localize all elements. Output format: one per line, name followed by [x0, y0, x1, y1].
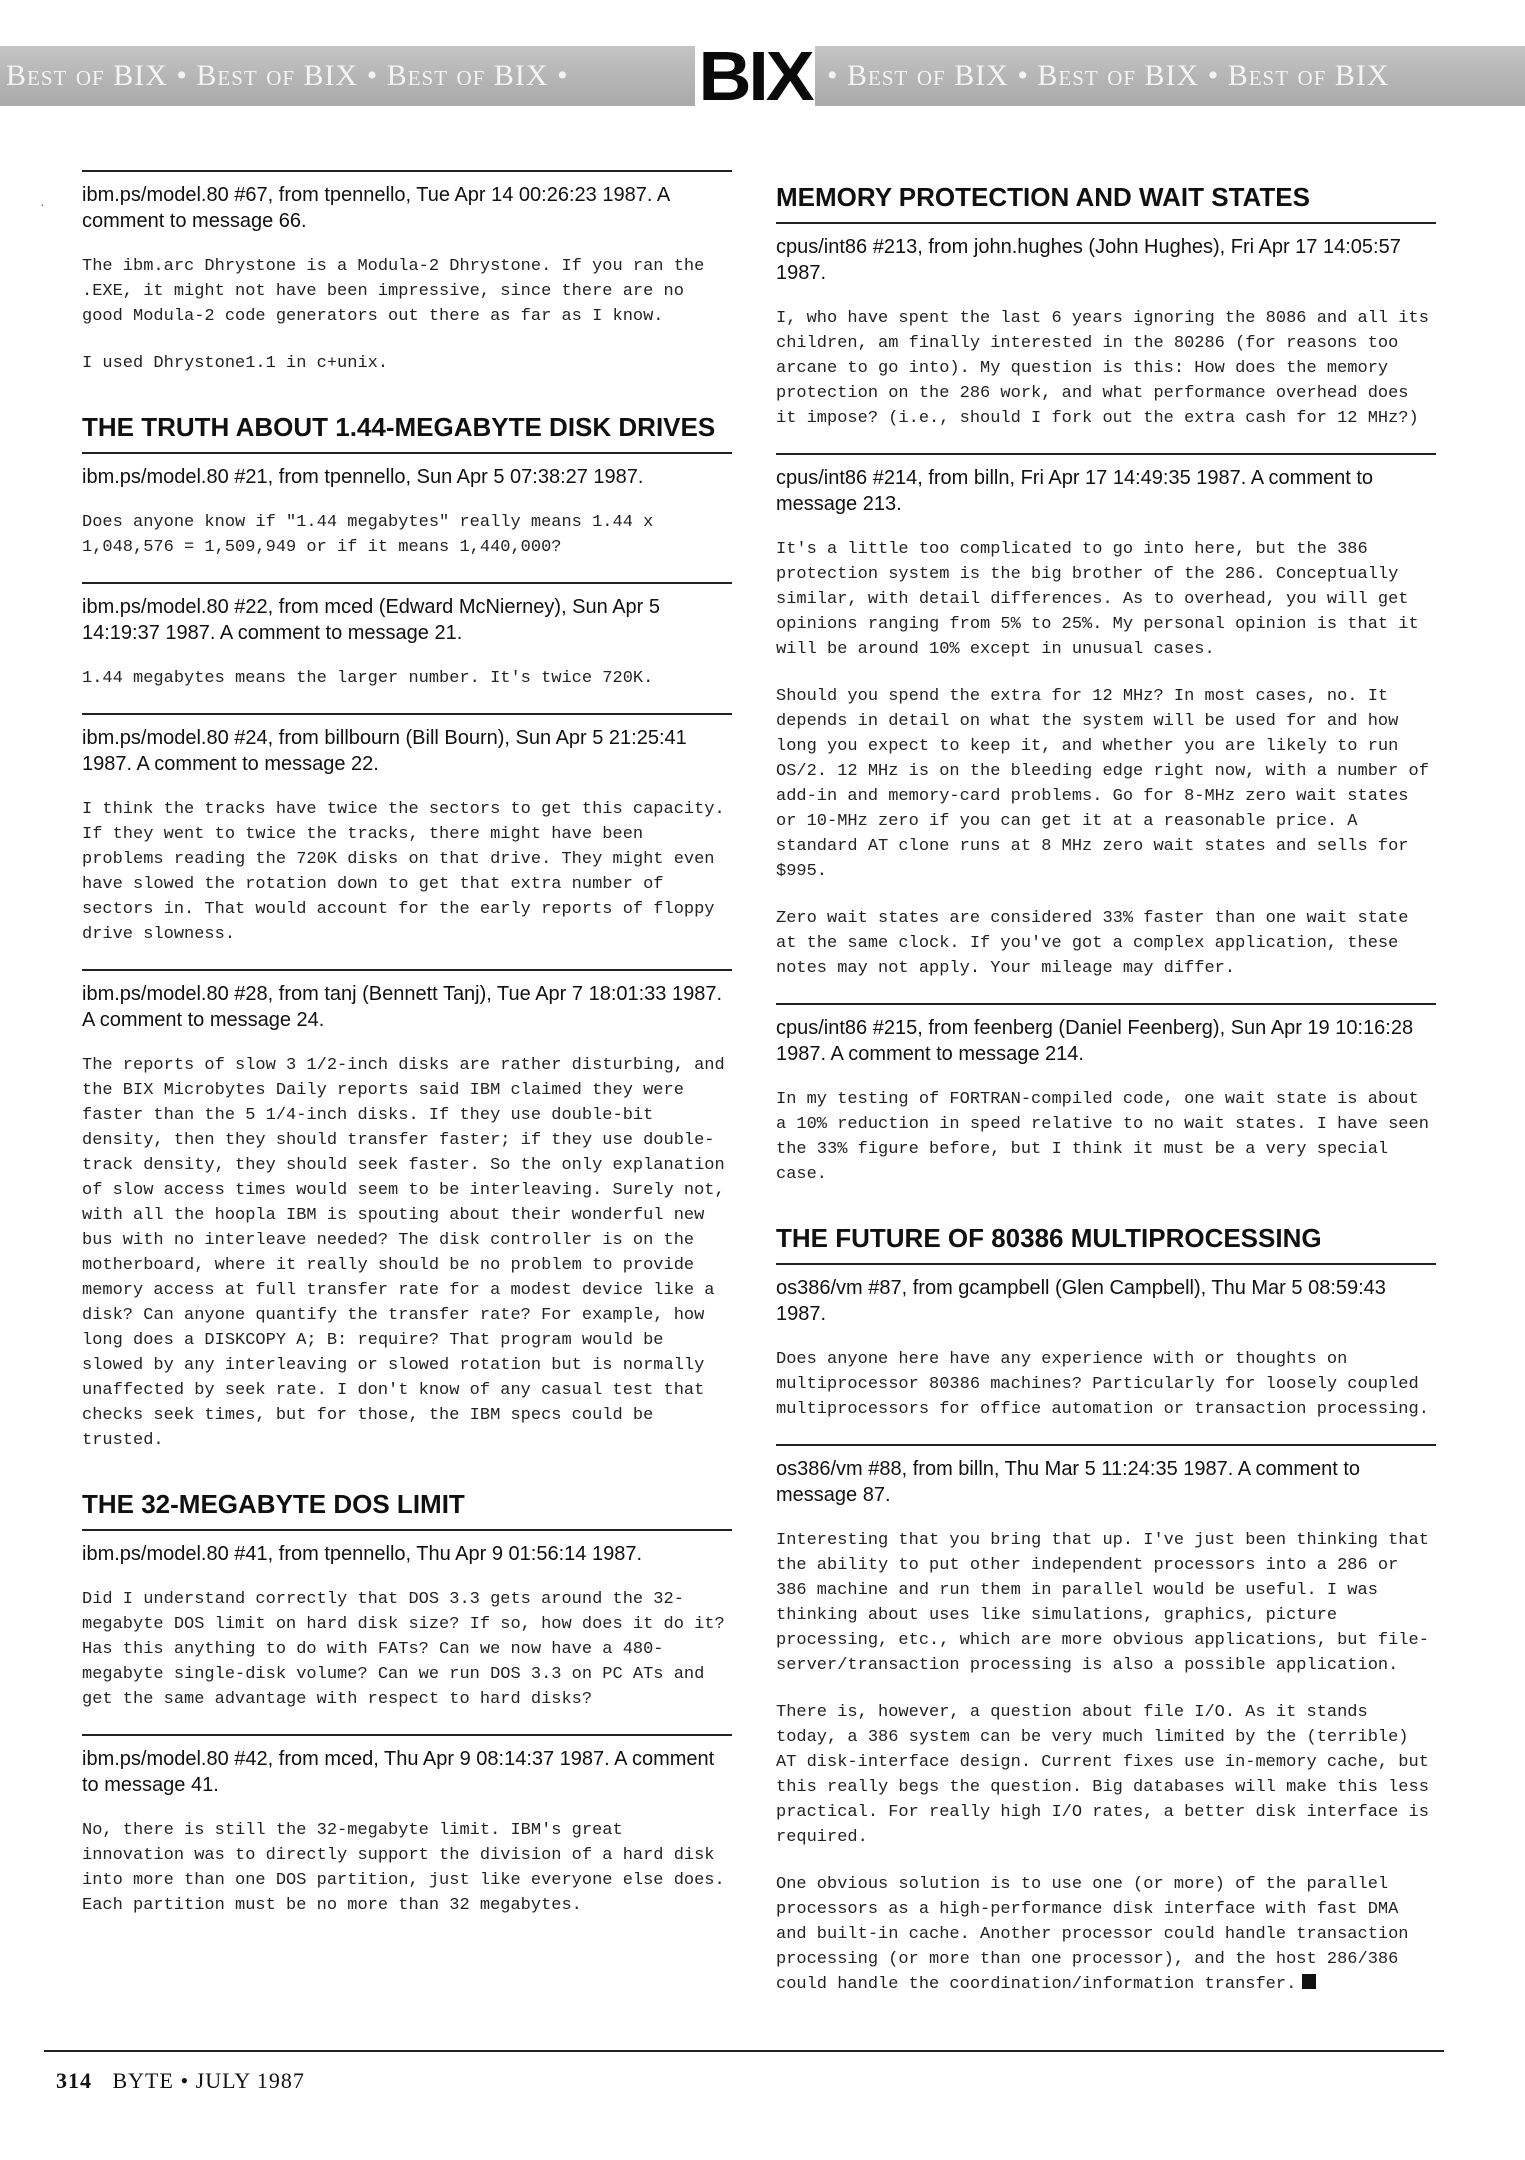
message-entry [82, 170, 732, 376]
message-header: cpus/int86 #213, from john.hughes (John Hughes), Fri Apr 17 14:05:57 1987. [776, 236, 1401, 284]
message-paragraph: Did I understand correctly that DOS 3.3 gets around the 32-megabyte DOS limit on hard disk size? If so, how does it do it? Has this anything to do with FATs? Can we now have a 480-megabyte single-disk volume? Can we run DOS 3.3 on PC ATs and get the same advantage with respect to hard disks? [82, 1590, 725, 1709]
footer-separator: • [180, 2068, 190, 2093]
message-header: ibm.ps/model.80 #67, from tpennello, Tue Apr 14 00:26:23 1987. A comment to message 66. [82, 184, 670, 232]
message-header: ibm.ps/model.80 #24, from billbourn (Bill Bourn), Sun Apr 5 21:25:41 1987. A comment to message 22. [82, 727, 687, 775]
message-paragraph: Zero wait states are considered 33% faster than one wait state at the same clock. If you've got a complex application, these notes may not apply. Your mileage may differ. [776, 909, 1409, 978]
message-paragraph: It's a little too complicated to go into here, but the 386 protection system is the big brother of the 286. Conceptually similar, with detail differences. As to overhead, you will get opinions ranging from 5% to 25%. My personal opinion is that it will be around 10% except in unusual cases. [776, 540, 1419, 659]
message-entry [82, 452, 732, 560]
message-paragraph: No, there is still the 32-megabyte limit. IBM's great innovation was to directly support the division of a hard disk into more than one DOS partition, just like everyone else does. Each partition must be no more than 32 megabytes. [82, 1821, 725, 1915]
margin-dot: · [40, 196, 45, 212]
message-entry [82, 1529, 732, 1712]
message-header: ibm.ps/model.80 #41, from tpennello, Thu Apr 9 01:56:14 1987. [82, 1543, 642, 1565]
message-header: cpus/int86 #214, from billn, Fri Apr 17 14:49:35 1987. A comment to message 213. [776, 467, 1374, 515]
message-paragraph: Does anyone know if "1.44 megabytes" really means 1.44 x 1,048,576 = 1,509,949 or if it means 1,440,000? [82, 513, 654, 557]
message-header: ibm.ps/model.80 #28, from tanj (Bennett Tanj), Tue Apr 7 18:01:33 1987. A comment to message 24. [82, 983, 723, 1031]
message-paragraph: The reports of slow 3 1/2-inch disks are rather disturbing, and the BIX Microbytes Daily reports said IBM claimed they were faster than the 5 1/4-inch disks. If they use double-bit density, then they should transfer faster; if they use double-track density, they should seek faster. So the only explanation of slow access times would seem to be interleaving. Surely not, with all the hoopla IBM is spouting about their wonderful new bus with no interleave needed? The disk controller is on the motherboard, where it really should be no problem to provide memory access at full transfer rate for a modest device like a disk? Can anyone quantify the transfer rate? For example, how long does a DISKCOPY A; B: require? That program would be slowed by any interleaving or slowed rotation but is normally unaffected by seek rate. I don't know of any casual test that checks seek times, but for those, the IBM specs could be trusted. [82, 1056, 725, 1450]
message-paragraph: The ibm.arc Dhrystone is a Modula-2 Dhrystone. If you ran the .EXE, it might not have been impressive, since there are no good Modula-2 code generators out there as far as I know. [82, 257, 705, 326]
message-paragraph: I used Dhrystone1.1 in c+unix. [82, 354, 389, 373]
page-footer [56, 2068, 305, 2094]
magazine-name: BYTE [112, 2068, 174, 2093]
message-entry [82, 582, 732, 691]
message-paragraph: 1.44 megabytes means the larger number. It's twice 720K. [82, 669, 654, 688]
bix-logo: BIX [698, 37, 812, 115]
message-entry [776, 453, 1436, 981]
banner-right-strip: • Best of BIX • Best of BIX • Best of BIX [815, 46, 1525, 106]
message-paragraph: Interesting that you bring that up. I've just been thinking that the ability to put other independent processors into a 286 or 386 machine and run them in parallel would be useful. I was thinking about uses like simulations, graphics, picture processing, etc., which are more obvious applications, but file-server/transaction processing is also a possible application. [776, 1531, 1429, 1675]
article-section [776, 1209, 1436, 1997]
article-section [776, 168, 1436, 1187]
section-heading: THE 32-MEGABYTE DOS LIMIT [82, 1489, 465, 1519]
message-header: os386/vm #87, from gcampbell (Glen Campbell), Thu Mar 5 08:59:43 1987. [776, 1277, 1386, 1325]
best-of-bix-banner [0, 37, 1525, 115]
article-section [82, 1475, 732, 1918]
message-entry [82, 1734, 732, 1918]
issue-date: JULY 1987 [195, 2068, 305, 2093]
message-paragraph: Should you spend the extra for 12 MHz? In most cases, no. It depends in detail on what the system will be used for and how long you expect to keep it, and whether you are likely to run OS/2. 12 MHz is on the bleeding edge right now, with a number of add-in and memory-card problems. Go for 8-MHz zero wait states or 10-MHz zero if you can get it at a reasonable price. A standard AT clone runs at 8 MHz zero wait states and sells for $995. [776, 687, 1429, 881]
message-header: ibm.ps/model.80 #22, from mced (Edward McNierney), Sun Apr 5 14:19:37 1987. A comment to message 21. [82, 596, 661, 644]
right-column [776, 168, 1436, 2019]
message-paragraph: Does anyone here have any experience with or thoughts on multiprocessor 80386 machines? Particularly for loosely coupled multiprocessors for office automation or transaction processing. [776, 1350, 1429, 1419]
message-header: ibm.ps/model.80 #21, from tpennello, Sun Apr 5 07:38:27 1987. [82, 466, 644, 488]
message-entry [82, 713, 732, 947]
end-of-article-mark [1302, 1974, 1316, 1989]
message-entry [776, 1263, 1436, 1422]
message-paragraph: There is, however, a question about file I/O. As it stands today, a 386 system can be very much limited by the (terrible) AT disk-interface design. Current fixes use in-memory cache, but this really begs the question. Big databases will make this less practical. For really high I/O rates, a better disk interface is required. [776, 1703, 1429, 1847]
section-heading: MEMORY PROTECTION AND WAIT STATES [776, 182, 1310, 212]
message-header: ibm.ps/model.80 #42, from mced, Thu Apr 9 08:14:37 1987. A comment to message 41. [82, 1748, 715, 1796]
left-column [82, 170, 732, 1940]
message-paragraph: I think the tracks have twice the sectors to get this capacity. If they went to twice the tracks, there might have been problems reading the 720K disks on that drive. They might even have slowed the rotation down to get that extra number of sectors in. That would account for the early reports of floppy drive slowness. [82, 800, 725, 944]
footer-rule [44, 2050, 1444, 2052]
message-header: cpus/int86 #215, from feenberg (Daniel Feenberg), Sun Apr 19 10:16:28 1987. A comment to message 214. [776, 1017, 1414, 1065]
message-entry [776, 1003, 1436, 1187]
article-section [82, 170, 732, 376]
message-entry [82, 969, 732, 1453]
article-section [82, 398, 732, 1453]
message-paragraph: One obvious solution is to use one (or more) of the parallel processors as a high-performance disk interface with fast DMA and built-in cache. Another processor could handle transaction processing (or more than one processor), and the host 286/386 could handle the coordination/information transfer. [776, 1875, 1409, 1994]
message-entry [776, 1444, 1436, 1997]
section-heading: THE TRUTH ABOUT 1.44-MEGABYTE DISK DRIVES [82, 412, 716, 442]
section-heading: THE FUTURE OF 80386 MULTIPROCESSING [776, 1223, 1322, 1253]
message-paragraph: I, who have spent the last 6 years ignoring the 8086 and all its children, am finally interested in the 80286 (for reasons too arcane to go into). My question is this: How does the memory protection on the 286 work, and what performance overhead does it impose? (i.e., should I fork out the extra cash for 12 MHz?) [776, 309, 1429, 428]
message-header: os386/vm #88, from billn, Thu Mar 5 11:24:35 1987. A comment to message 87. [776, 1458, 1361, 1506]
banner-left-strip: Best of BIX • Best of BIX • Best of BIX • [0, 46, 695, 106]
page-number: 314 [56, 2068, 92, 2093]
message-entry [776, 222, 1436, 431]
message-paragraph: In my testing of FORTRAN-compiled code, one wait state is about a 10% reduction in speed relative to no wait states. I have seen the 33% figure before, but I think it must be a very special case. [776, 1090, 1429, 1184]
